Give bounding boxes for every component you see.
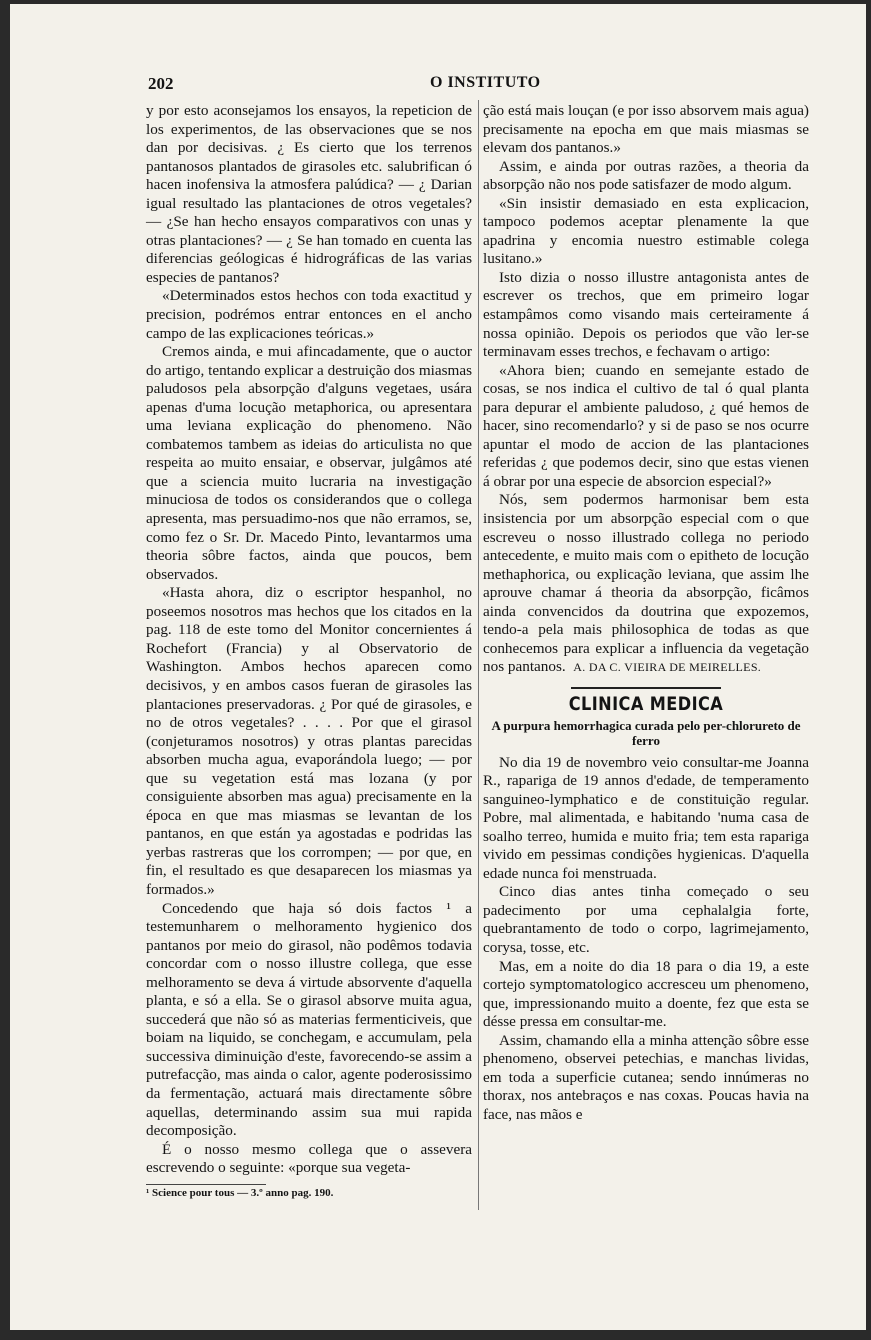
- paragraph: y por esto aconsejamos los ensayos, la repeticion de los experimentos, de las observaciones que se nos dan por decisivas. ¿ Es cierto que los terrenos pantanosos plantados de girasoles etc. salubrifican ó hacen inofensiva la atmosfera palúdica? — ¿ Darian igual resultado las plantaciones de otros vegetales? — ¿Se han hecho ensayos comparativos con unas y otras plantaciones? — ¿ Se han tomado en cuenta las diferencias geólogicas é hidrográficas de las varias especies de pantanos?: [146, 102, 472, 286]
- paragraph: Mas, em a noite do dia 18 para o dia 19, a este cortejo symptomatologico accresceu um phenomeno, que, impressionando muito a doente, fez que esta se désse pressa em consultar-me.: [483, 957, 809, 1031]
- paragraph: No dia 19 de novembro veio consultar-me Joanna R., rapariga de 19 annos d'edade, de temperamento sanguineo-lymphatico e de constituição regular. Pobre, mal alimentada, e habitando 'numa casa de soalho terreo, humida e muito fria; tem esta rapariga vivido em pessimas condições hygienicas. D'aquella edade nunca foi menstruada.: [483, 753, 809, 882]
- paragraph: ção está mais louçan (e por isso absorvem mais agua) precisamente na epocha em que mais miasmas se elevam dos pantanos.»: [483, 102, 809, 157]
- paragraph: Isto dizia o nosso illustre antagonista antes de escrever os trechos, que em primeiro logar estampâmos como visando mais certeiramente á nossa opinião. Depois os periodos que vão ler-se terminavam esses trechos, e fechavam o artigo:: [483, 268, 809, 361]
- page-number: 202: [148, 74, 174, 93]
- section-subtitle: A purpura hemorrhagica curada pelo per-chlorureto de ferro: [491, 717, 801, 748]
- footnote: ¹ Science pour tous — 3.º anno pag. 190.: [146, 1186, 334, 1199]
- paragraph: «Sin insistir demasiado en esta explicacion, tampoco podemos aceptar plenamente la que apadrina y encomia nuestro estimable colega lusitano.»: [483, 194, 809, 268]
- paragraph: Concedendo que haja só dois factos ¹ a testemunharem o melhoramento hygienico dos pantanos por meio do girasol, não podêmos todavia concordar com o nosso illustre collega, que esse melhoramento se deva á virtude absorvente d'aquella planta, e só a ella. Se o girasol absorve muita agua, succederá que não só as materias fermenticiveis, que boiam na liquido, se conchegam, e accumulam, pela successiva diminuição d'este, favorecendo-se assim a putrefacção, mas ainda o calor, agente poderosissimo da fermentação, actuará mais directamente sôbre aquellas, determinando assim sua mui rapida decomposição.: [146, 899, 472, 1140]
- paragraph: «Determinados estos hechos con toda exactitud y precision, podrémos entrar entonces en el ancho campo de las explicaciones teóricas.»: [146, 287, 472, 342]
- paragraph: «Hasta ahora, diz o escriptor hespanhol, no poseemos nosotros mas hechos que los citados en la pag. 118 de este tomo del Monitor concernientes á Rochefort (Francia) y al Observatorio de Washington. Ambos hechos aparecen como decisivos, y en ambos casos fueran de girasoles las plantaciones preservadoras. ¿ Por qué de girasoles, e no de otros vegetales? . . . . Por que el girasol (conjeturamos nosotros) y otras plantas parecidas absorben mucha agua, evaporándola luego; — por que su vegetation está mas lozana (y por consiguiente absorben mas agua) precisamente en la época en que mas miasmas se levantan de los pantanos, en que están ya agostadas e podridas las yerbas rastreras que los corrompen; — por que, en fin, el resultado es que desaparecen los miasmas ya formados.»: [146, 584, 472, 898]
- paragraph: Cremos ainda, e mui afincadamente, que o auctor do artigo, tentando explicar a destruição dos miasmas paludosos pela absorpção d'alguns vegetaes, usára apenas d'uma locução metaphorica, ou apresentara uma leviana explicação do phenomeno. Não combatemos tambem as ideias do articulista no que respeita ao muito ensaiar, e observar, julgâmos até que a sciencia muito lucraria na investigação minuciosa de todos os considerandos que o collega apresenta, mas persuadimo-nos que não erramos, se, como fez o Sr. Dr. Macedo Pinto, levantarmos uma theoria sôbre factos, ainda que poucos, bem observados.: [146, 343, 472, 583]
- right-column: [483, 102, 809, 1124]
- paragraph: «Ahora bien; cuando en semejante estado de cosas, se nos indica el cultivo de tal ó qual planta para depurar el ambiente paludoso, ¿ qué hemos de hacer, sino recomendarlo? y si de paso se nos ocurre apuntar el modo de accion de las plantaciones referidas ¿ que podemos decir, sino que estas vienen á obrar por una especie de absorcion especial?»: [483, 361, 809, 490]
- paragraph: Assim, chamando ella a minha attenção sôbre esse phenomeno, observei petechias, e manchas lividas, em toda a superficie cutanea; sendo innúmeras no thorax, nos antebraços e nas coxas. Poucas havia na face, nas mãos e: [483, 1031, 809, 1123]
- paragraph: É o nosso mesmo collega que o assevera escrevendo o seguinte: «porque sua vegeta-: [146, 1140, 472, 1177]
- footnote-rule: [146, 1184, 266, 1185]
- paragraph: [483, 491, 809, 676]
- section-rule: [571, 687, 721, 689]
- paragraph-text: Nós, sem podermos harmonisar bem esta insistencia por um absorpção especial com o que escreveu o nosso illustrado collega no periodo antecedente, e muito mais com o epitheto de locução methaphorica, ou explicação leviana, que assim lhe aprouve chamar á theoria da absorpção, ficâmos ainda convencidos da doutrina que expozemos, tendo-a pela mais philosophica de todas as que conhecemos para explicar a influencia da vegetação nos pantanos.: [483, 491, 809, 676]
- column-divider: [478, 100, 479, 1210]
- section-title: CLINICA MEDICA: [568, 692, 724, 715]
- running-title: O INSTITUTO: [430, 74, 541, 91]
- paragraph: Cinco dias antes tinha começado o seu padecimento por uma cephalalgia forte, quebrantamento de todo o corpo, lagrimejamento, corysa, tosse, etc.: [483, 883, 809, 956]
- paragraph: Assim, e ainda por outras razões, a theoria da absorpção não nos pode satisfazer de modo algum.: [483, 157, 809, 194]
- author-signature: A. DA C. VIEIRA DE MEIRELLES.: [573, 660, 762, 675]
- left-column: [146, 102, 472, 1200]
